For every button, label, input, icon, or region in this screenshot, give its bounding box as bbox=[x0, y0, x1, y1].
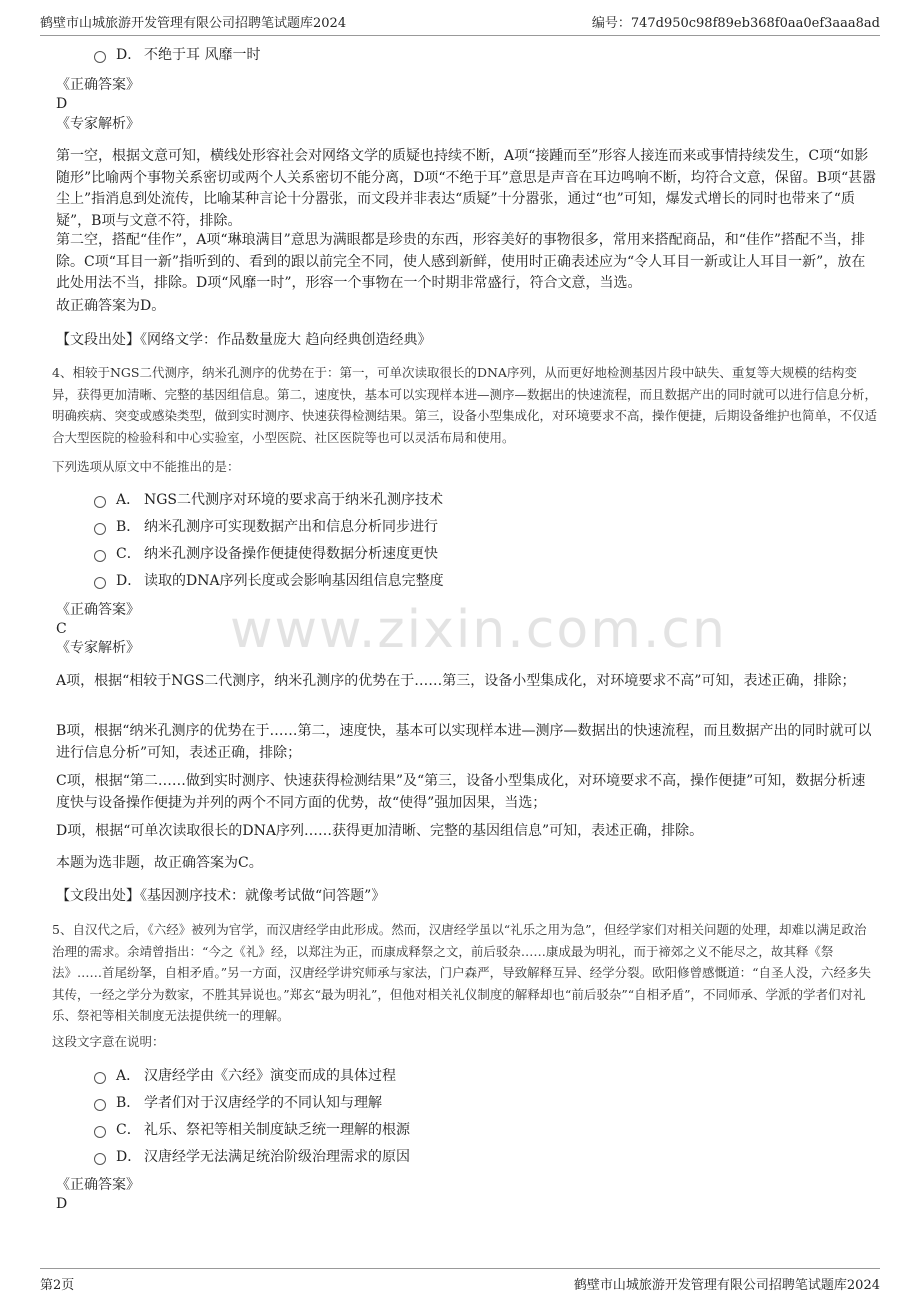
radio-icon[interactable] bbox=[94, 523, 106, 535]
option-letter: D． bbox=[116, 573, 142, 589]
footer-title: 鹤壁市山城旅游开发管理有限公司招聘笔试题库2024 bbox=[573, 1277, 880, 1293]
watermark: www.zixin.com.cn bbox=[230, 600, 727, 660]
radio-icon[interactable] bbox=[94, 496, 106, 508]
radio-icon[interactable] bbox=[94, 1126, 106, 1138]
page-footer bbox=[40, 1268, 880, 1294]
option-text: 汉唐经学由《六经》演变而成的具体过程 bbox=[144, 1068, 396, 1084]
q4-question: 下列选项从原文中不能推出的是： bbox=[52, 459, 240, 474]
q4-source: 【文段出处】《基因测序技术：就像考试做“问答题”》 bbox=[56, 888, 386, 904]
q4-answer: C bbox=[56, 621, 67, 637]
option-text: 汉唐经学无法满足统治阶级治理需求的原因 bbox=[144, 1149, 410, 1165]
document-id: 编号：747d950c98f89eb368f0aa0ef3aaa8ad bbox=[591, 15, 880, 31]
q4-analysis-d: D项，根据“可单次读取很长的DNA序列……获得更加清晰、完整的基因组信息”可知，表述正确，排除。 bbox=[56, 823, 704, 839]
q5-option-b[interactable] bbox=[94, 1093, 382, 1113]
q4-expert-analysis-label: 《专家解析》 bbox=[56, 640, 140, 656]
q4-analysis-a: A项，根据“相较于NGS二代测序，纳米孔测序的优势在于……第三，设备小型集成化，对环境要求不高”可知，表述正确，排除； bbox=[56, 673, 856, 689]
option-letter: B． bbox=[116, 519, 141, 535]
q5-option-c[interactable] bbox=[94, 1120, 410, 1140]
option-text: 学者们对于汉唐经学的不同认知与理解 bbox=[144, 1095, 382, 1111]
q4-passage: 4、相较于NGS二代测序，纳米孔测序的优势在于：第一，可单次读取很长的DNA序列，从而更好地检测基因片段中缺失、重复等大规模的结构变异，获得更加清晰、完整的基因组信息。第二，速度快，基本可以实现样本进—测序—数据出的快速流程，而且数据产出的同时就可以进行信息分析，明确疾病、突变或感染类型，做到实时测序、快速获得检测结果。第三，设备小型集成化，对环境要求不高，操作便捷，后期设备维护也简单，不仅适合大型医院的检验科和中心实验室，小型医院、社区医院等也可以灵活布局和使用。 bbox=[52, 365, 878, 445]
radio-icon[interactable] bbox=[94, 1153, 106, 1165]
q4-option-d[interactable] bbox=[94, 571, 444, 591]
q4-analysis-conclusion: 本题为选非题，故正确答案为C。 bbox=[56, 855, 263, 871]
option-letter: A． bbox=[116, 492, 141, 508]
option-letter: C． bbox=[116, 1122, 141, 1138]
option-letter: D． bbox=[116, 1149, 142, 1165]
q3-analysis-p3: 故正确答案为D。 bbox=[56, 298, 166, 314]
option-text: 纳米孔测序设备操作便捷使得数据分析速度更快 bbox=[144, 546, 438, 562]
q3-correct-answer-label: 《正确答案》 bbox=[56, 77, 140, 93]
radio-icon[interactable] bbox=[94, 577, 106, 589]
option-text: 读取的DNA序列长度或会影响基因组信息完整度 bbox=[144, 573, 444, 589]
q4-option-b[interactable] bbox=[94, 517, 438, 537]
q5-question: 这段文字意在说明： bbox=[52, 1034, 165, 1049]
radio-icon[interactable] bbox=[94, 1099, 106, 1111]
header-title: 鹤壁市山城旅游开发管理有限公司招聘笔试题库2024 bbox=[40, 15, 347, 31]
option-text: 礼乐、祭祀等相关制度缺乏统一理解的根源 bbox=[144, 1122, 410, 1138]
q5-passage: 5、自汉代之后，《六经》被列为官学，而汉唐经学由此形成。然而，汉唐经学虽以“礼乐之用为急”，但经学家们对相关问题的处理，却难以满足政治治理的需求。余靖曾指出：“今之《礼》经，以郑注为正，而康成释祭之文，前后驳杂……康成最为明礼，而于禘郊之义不能尽之，故其释《祭法》……首尾纷拏，自相矛盾。”另一方面，汉唐经学讲究师承与家法，门户森严，导致解释互异、经学分裂。欧阳修曾感慨道：“自圣人没，六经多失其传，一经之学分为数家，不胜其异说也。”郑玄“最为明礼”，但他对相关礼仪制度的解释却也“前后驳杂”“自相矛盾”，不同师承、学派的学者们对礼乐、祭祀等相关制度无法提供统一的理解。 bbox=[52, 922, 872, 1023]
option-letter: A． bbox=[116, 1068, 141, 1084]
option-letter: B． bbox=[116, 1095, 141, 1111]
radio-icon[interactable] bbox=[94, 51, 106, 63]
option-letter: D． bbox=[116, 47, 142, 63]
option-text: 不绝于耳 风靡一时 bbox=[144, 47, 261, 63]
q4-analysis-b: B项，根据“纳米孔测序的优势在于……第二，速度快，基本可以实现样本进—测序—数据出的快速流程，而且数据产出的同时就可以进行信息分析”可知，表述正确，排除； bbox=[56, 723, 872, 761]
radio-icon[interactable] bbox=[94, 1072, 106, 1084]
q4-correct-answer-label: 《正确答案》 bbox=[56, 602, 140, 618]
radio-icon[interactable] bbox=[94, 550, 106, 562]
q4-option-c[interactable] bbox=[94, 544, 438, 564]
q3-source: 【文段出处】《网络文学：作品数量庞大 趋向经典创造经典》 bbox=[56, 332, 432, 348]
option-text: NGS二代测序对环境的要求高于纳米孔测序技术 bbox=[144, 492, 444, 508]
q5-option-d[interactable] bbox=[94, 1147, 410, 1167]
q5-option-a[interactable] bbox=[94, 1066, 396, 1086]
q5-answer: D bbox=[56, 1196, 68, 1212]
q3-answer: D bbox=[56, 96, 68, 112]
q3-expert-analysis-label: 《专家解析》 bbox=[56, 116, 140, 132]
q3-option-d[interactable] bbox=[94, 45, 260, 65]
option-letter: C． bbox=[116, 546, 141, 562]
q3-analysis-p1: 第一空，根据文意可知，横线处形容社会对网络文学的质疑也持续不断，A项“接踵而至”形容人接连而来或事情持续发生，C项“如影随形”比喻两个事物关系密切或两个人关系密切不能分离，D项“不绝于耳”意思是声音在耳边鸣响不断，均符合文意，保留。B项“甚嚣尘上”指消息到处流传，比喻某种言论十分嚣张，而文段并非表达“质疑”十分嚣张，通过“也”可知，爆发式增长的同时也带来了“质疑”，B项与文意不符，排除。 bbox=[56, 148, 877, 229]
q4-option-a[interactable] bbox=[94, 490, 443, 510]
q5-correct-answer-label: 《正确答案》 bbox=[56, 1177, 140, 1193]
q3-analysis-p2: 第二空，搭配“佳作”，A项“琳琅满目”意思为满眼都是珍贵的东西，形容美好的事物很多，常用来搭配商品，和“佳作”搭配不当，排除。C项“耳目一新”指听到的、看到的跟以前完全不同，使人感到新鲜，使用时正确表述应为“令人耳目一新或让人耳目一新”，放在此处用法不当，排除。D项“风靡一时”，形容一个事物在一个时期非常盛行，符合文意，当选。 bbox=[56, 232, 866, 291]
q4-analysis-c: C项，根据“第二……做到实时测序、快速获得检测结果”及“第三，设备小型集成化，对环境要求不高，操作便捷”可知，数据分析速度快与设备操作便捷为并列的两个不同方面的优势，故“使得”强加因果，当选； bbox=[56, 773, 866, 811]
page-number: 第2页 bbox=[40, 1277, 75, 1293]
page-header bbox=[40, 10, 880, 36]
option-text: 纳米孔测序可实现数据产出和信息分析同步进行 bbox=[144, 519, 438, 535]
